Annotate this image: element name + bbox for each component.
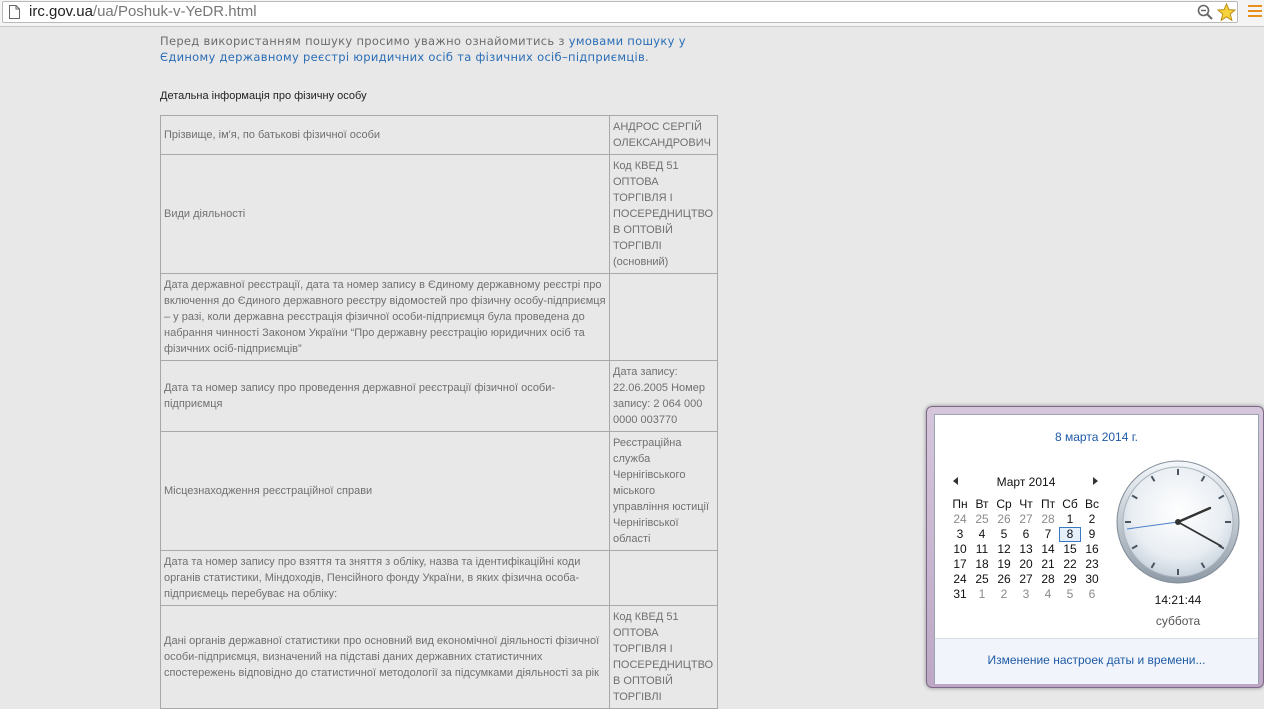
calendar-day[interactable]: 4 [978,527,986,541]
next-month-icon[interactable] [1093,477,1098,485]
calendar-day[interactable]: 19 [997,557,1011,571]
calendar-day[interactable]: 2 [1088,512,1096,526]
analog-clock-icon [1115,459,1241,585]
calendar-day[interactable]: 31 [953,587,967,601]
calendar-day[interactable]: 27 [1019,572,1033,586]
row-label: Дата державної реєстрації, дата та номер запису в Єдиному державному реєстрі про включення до Єдиного державного реєстру відомостей про фізичну особу-підприємця – у разі, коли державна реєстрація фізичної особи-підприємця була проведена до набрання чинності Законом України “Про державну реєстрацію юридичних осіб та фізичних осіб-підприємців” [161,274,610,361]
calendar-day[interactable]: 17 [953,557,967,571]
calendar-day[interactable]: 3 [1022,587,1030,601]
row-value: Код КВЕД 51 ОПТОВА ТОРГІВЛЯ І ПОСЕРЕДНИЦТВО В ОПТОВІЙ ТОРГІВЛІ (основний) [610,155,718,274]
calendar-day[interactable]: 3 [956,527,964,541]
weekday-label: Чт [1019,497,1033,511]
browser-toolbar [0,0,1264,27]
calendar-day[interactable]: 4 [1044,587,1052,601]
calendar-day[interactable]: 18 [975,557,989,571]
table-row [161,606,718,709]
week-row [949,512,1103,527]
row-label: Дата та номер запису про взяття та зняття з обліку, назва та ідентифікаційні коди органів статистики, Міндоходів, Пенсійного фонду України, в яких фізична особа-підприємець перебуває на обліку: [161,551,610,606]
row-value [610,274,718,361]
calendar-day[interactable]: 10 [953,542,967,556]
table-row [161,274,718,361]
calendar-day[interactable]: 9 [1088,527,1096,541]
calendar-day[interactable]: 26 [997,572,1011,586]
weekday-label: Сб [1062,497,1078,511]
calendar-day[interactable]: 22 [1063,557,1077,571]
row-value: АНДРОС СЕРГІЙ ОЛЕКСАНДРОВИЧ [610,116,718,155]
week-row [949,557,1103,572]
row-label: Дата та номер запису про проведення державної реєстрації фізичної особи-підприємця [161,361,610,432]
calendar-day[interactable]: 13 [1019,542,1033,556]
date-time-settings-link[interactable]: Изменение настроек даты и времени... [987,653,1206,667]
calendar-day[interactable]: 23 [1085,557,1099,571]
calendar-popup [934,414,1259,684]
calendar-day[interactable]: 1 [978,587,986,601]
row-value: Реєстраційна служба Чернігівського міського управління юстиції Чернігівської області [610,432,718,551]
calendar-day[interactable]: 6 [1088,587,1096,601]
address-bar[interactable] [2,1,1238,23]
calendar-day[interactable]: 16 [1085,542,1099,556]
table-row [161,116,718,155]
calendar-day[interactable]: 20 [1019,557,1033,571]
current-time: 14:21:44 [1154,593,1202,607]
url-text[interactable] [29,3,257,21]
table-row [161,155,718,274]
calendar-day[interactable]: 12 [997,542,1011,556]
menu-icon[interactable] [1248,5,1262,19]
calendar-day[interactable]: 27 [1019,512,1033,526]
calendar-day[interactable]: 29 [1063,572,1077,586]
calendar-footer [935,638,1258,684]
row-value: Код КВЕД 51 ОПТОВА ТОРГІВЛЯ І ПОСЕРЕДНИЦТВО В ОПТОВІЙ ТОРГІВЛІ [610,606,718,709]
calendar-day[interactable]: 1 [1066,512,1074,526]
full-date-link[interactable]: 8 марта 2014 г. [1055,430,1138,444]
weekday-label: Ср [996,497,1012,511]
month-label[interactable]: Март 2014 [996,475,1056,489]
url-path: /ua/Poshuk-v-YeDR.html [92,3,257,20]
weekday-label: Вт [975,497,989,511]
row-label: Дані органів державної статистики про основний вид економічної діяльності фізичної особи-підприємця, визначений на підставі даних державних статистичних спостережень відповідно до статистичної методології за підсумками діяльності за рік [161,606,610,709]
weekday-label: Пн [952,497,968,511]
table-row [161,551,718,606]
calendar-day[interactable]: 11 [975,542,989,556]
calendar-day[interactable]: 21 [1041,557,1055,571]
row-label: Прізвище, ім'я, по батькові фізичної особи [161,116,610,155]
row-value [610,551,718,606]
calendar-day[interactable]: 7 [1044,527,1052,541]
calendar-day[interactable]: 25 [975,512,989,526]
calendar-day-today[interactable]: 8 [1059,527,1081,542]
week-row [949,527,1103,542]
intro-text: Перед використанням пошуку просимо уважно ознайомитись з [160,34,569,48]
week-row [949,542,1103,557]
page-icon [9,5,20,19]
intro-end: . [645,50,650,64]
weekday-name: суббота [1155,614,1201,628]
calendar-day[interactable]: 5 [1000,527,1008,541]
calendar-day[interactable]: 25 [975,572,989,586]
week-row [949,572,1103,587]
calendar-day[interactable]: 28 [1041,512,1055,526]
calendar-day[interactable]: 5 [1066,587,1074,601]
table-row [161,361,718,432]
zoom-icon[interactable] [1197,4,1213,20]
calendar-day[interactable]: 28 [1041,572,1055,586]
table-row [161,432,718,551]
section-title: Детальна інформація про фізичну особу [160,90,367,102]
search-intro [160,33,730,65]
row-label: Місцезнаходження реєстраційної справи [161,432,610,551]
calendar-day[interactable]: 15 [1063,542,1077,556]
calendar-day[interactable]: 24 [953,512,967,526]
month-nav [949,475,1109,491]
bookmark-star-icon[interactable] [1217,3,1236,22]
calendar-day[interactable]: 2 [1000,587,1008,601]
search-terms-link[interactable]: умовами пошуку у Єдиному державному реєстрі юридичних осіб та фізичних осіб–підприємців [160,34,686,64]
row-label: Види діяльності [161,155,610,274]
calendar-day[interactable]: 14 [1041,542,1055,556]
calendar-day[interactable]: 26 [997,512,1011,526]
week-row [949,587,1103,602]
weekday-label: Пт [1040,497,1056,511]
weekday-header [949,497,1103,512]
calendar-day[interactable]: 6 [1022,527,1030,541]
calendar-day[interactable]: 30 [1085,572,1099,586]
row-value: Дата запису: 22.06.2005 Номер запису: 2 064 000 0000 003770 [610,361,718,432]
person-info-table [160,115,718,709]
calendar-day[interactable]: 24 [953,572,967,586]
weekday-label: Вс [1084,497,1099,511]
url-host: irc.gov.ua [29,3,93,20]
calendar-grid [949,497,1103,602]
